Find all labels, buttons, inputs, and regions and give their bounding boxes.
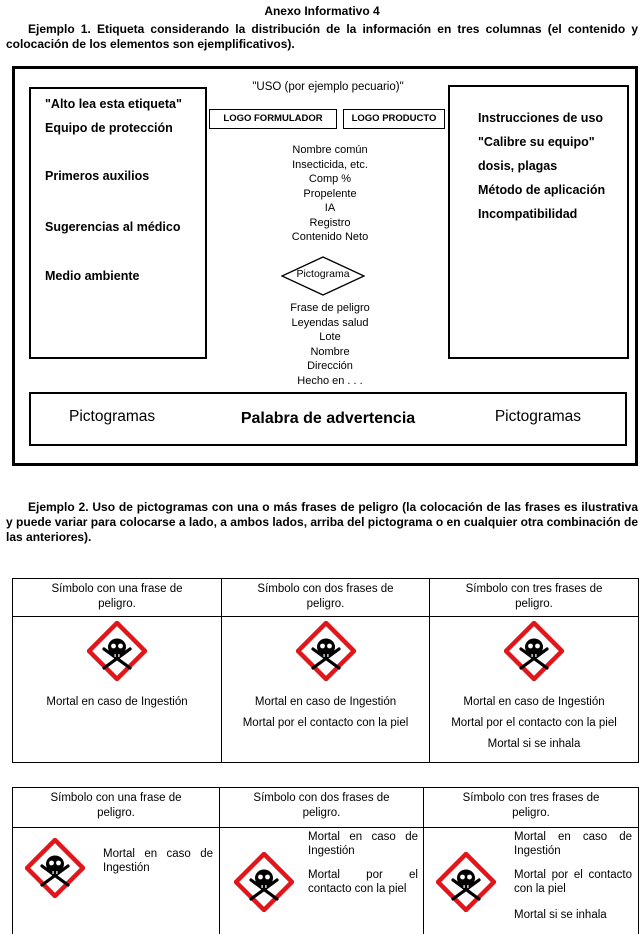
table-header-row	[13, 579, 639, 617]
annex-title: Anexo Informativo 4	[264, 4, 380, 18]
cell-one-phrase	[13, 617, 222, 763]
cell-three-phrases	[430, 617, 639, 763]
bottom-warning-bar	[29, 392, 627, 446]
hazard-table-below	[12, 578, 639, 763]
table-row	[13, 617, 639, 763]
center-line: Lote	[319, 331, 341, 343]
phrase-skin: Mortal por el contacto con la piel	[308, 869, 418, 895]
phrase-inhale: Mortal si se inhala	[487, 738, 581, 750]
center-line: Nombre	[310, 345, 350, 358]
pictogram-label: Pictograma	[296, 268, 350, 280]
skull-crossbones-icon	[504, 621, 564, 681]
bar-pictograms-right: Pictogramas	[494, 408, 581, 425]
header-one-phrase: Símbolo con una frase de peligro.	[13, 579, 222, 617]
center-top-list	[205, 143, 455, 245]
bar-pictograms-left: Pictogramas	[69, 408, 156, 425]
table-header-row	[13, 788, 639, 828]
phrase-ingestion: Mortal en caso de Ingestión	[46, 696, 188, 708]
bar-warning-word: Palabra de advertencia	[240, 410, 416, 427]
center-line: Comp %	[308, 173, 352, 185]
phrase-ingestion: Mortal en caso de Ingestión	[463, 696, 605, 708]
logo-producto: LOGO PRODUCTO	[343, 109, 445, 129]
center-line: Insecticida, etc.	[292, 158, 368, 171]
skull-crossbones-icon	[436, 852, 496, 912]
center-line: Contenido Neto	[291, 231, 369, 243]
center-line: Leyendas salud	[291, 316, 369, 329]
center-line: Propelente	[303, 187, 357, 200]
skull-crossbones-icon	[25, 838, 85, 898]
right-column-box	[448, 85, 629, 359]
phrase-ingestion: Mortal en caso de Ingestión	[254, 696, 397, 708]
phrase-ingestion: Mortal en caso de Ingestión	[308, 831, 418, 857]
center-line: Registro	[309, 216, 351, 229]
example2-intro: Ejemplo 2. Uso de pictogramas con una o más frases de peligro (la colocación de las frases es ilustrativa y puede variar para colocarse a lado, a ambos lados, arriba del pictograma o en cualquier otra combinación de las anteriores).	[6, 500, 638, 544]
cell-two-phrases-side	[220, 828, 424, 934]
label-example	[12, 66, 638, 466]
left-item-doctor: Sugerencias al médico	[45, 220, 181, 234]
phrase-ingestion: Mortal en caso de Ingestión	[514, 831, 632, 857]
right-item-dose: dosis, plagas	[478, 159, 558, 173]
left-item-read-label: "Alto lea esta etiqueta"	[45, 97, 182, 111]
skull-crossbones-icon	[296, 621, 356, 681]
center-line: Frase de peligro	[290, 302, 370, 314]
phrase-ingestion: Mortal en caso de Ingestión	[103, 848, 213, 874]
uso-text: "USO (por ejemplo pecuario)"	[252, 81, 404, 93]
phrase-skin: Mortal por el contacto con la piel	[451, 717, 617, 729]
center-line: IA	[324, 202, 336, 214]
header-two-phrases: Símbolo con dos frases de peligro.	[222, 579, 430, 617]
center-line: Dirección	[307, 360, 353, 372]
left-item-environment: Medio ambiente	[45, 269, 140, 283]
phrase-skin: Mortal por el contacto con la piel	[242, 717, 409, 729]
left-column-box	[29, 87, 207, 359]
header-three-phrases: Símbolo con tres frases de peligro.	[430, 579, 639, 617]
right-item-method: Método de aplicación	[478, 183, 606, 197]
right-item-calibrate: "Calibre su equipo"	[478, 135, 595, 149]
header-one-phrase: Símbolo con una frase de peligro.	[13, 788, 220, 828]
header-three-phrases: Símbolo con tres frases de peligro.	[424, 788, 639, 828]
example1-intro: Ejemplo 1. Etiqueta considerando la distribución de la información en tres columnas (el contenido y colocación de los elementos son ejemplificativos).	[6, 22, 638, 51]
center-line: Hecho en . . .	[297, 374, 363, 387]
left-item-first-aid: Primeros auxilios	[45, 169, 150, 183]
phrase-inhale: Mortal si se inhala	[514, 909, 607, 921]
cell-one-phrase-side	[13, 828, 220, 934]
phrase-skin: Mortal por el contacto con la piel	[514, 869, 632, 895]
table-row	[13, 828, 639, 934]
hazard-table-side	[12, 787, 639, 934]
cell-three-phrases-side	[424, 828, 639, 934]
right-item-instructions: Instrucciones de uso	[478, 111, 604, 125]
center-bottom-list	[205, 301, 455, 388]
left-item-protection: Equipo de protección	[45, 121, 173, 135]
cell-two-phrases	[222, 617, 430, 763]
logo-formulador: LOGO FORMULADOR	[209, 109, 337, 129]
skull-crossbones-icon	[87, 621, 147, 681]
right-item-incompatibility: Incompatibilidad	[478, 207, 578, 221]
skull-crossbones-icon	[234, 852, 294, 912]
center-line: Nombre común	[292, 144, 368, 156]
header-two-phrases: Símbolo con dos frases de peligro.	[220, 788, 424, 828]
